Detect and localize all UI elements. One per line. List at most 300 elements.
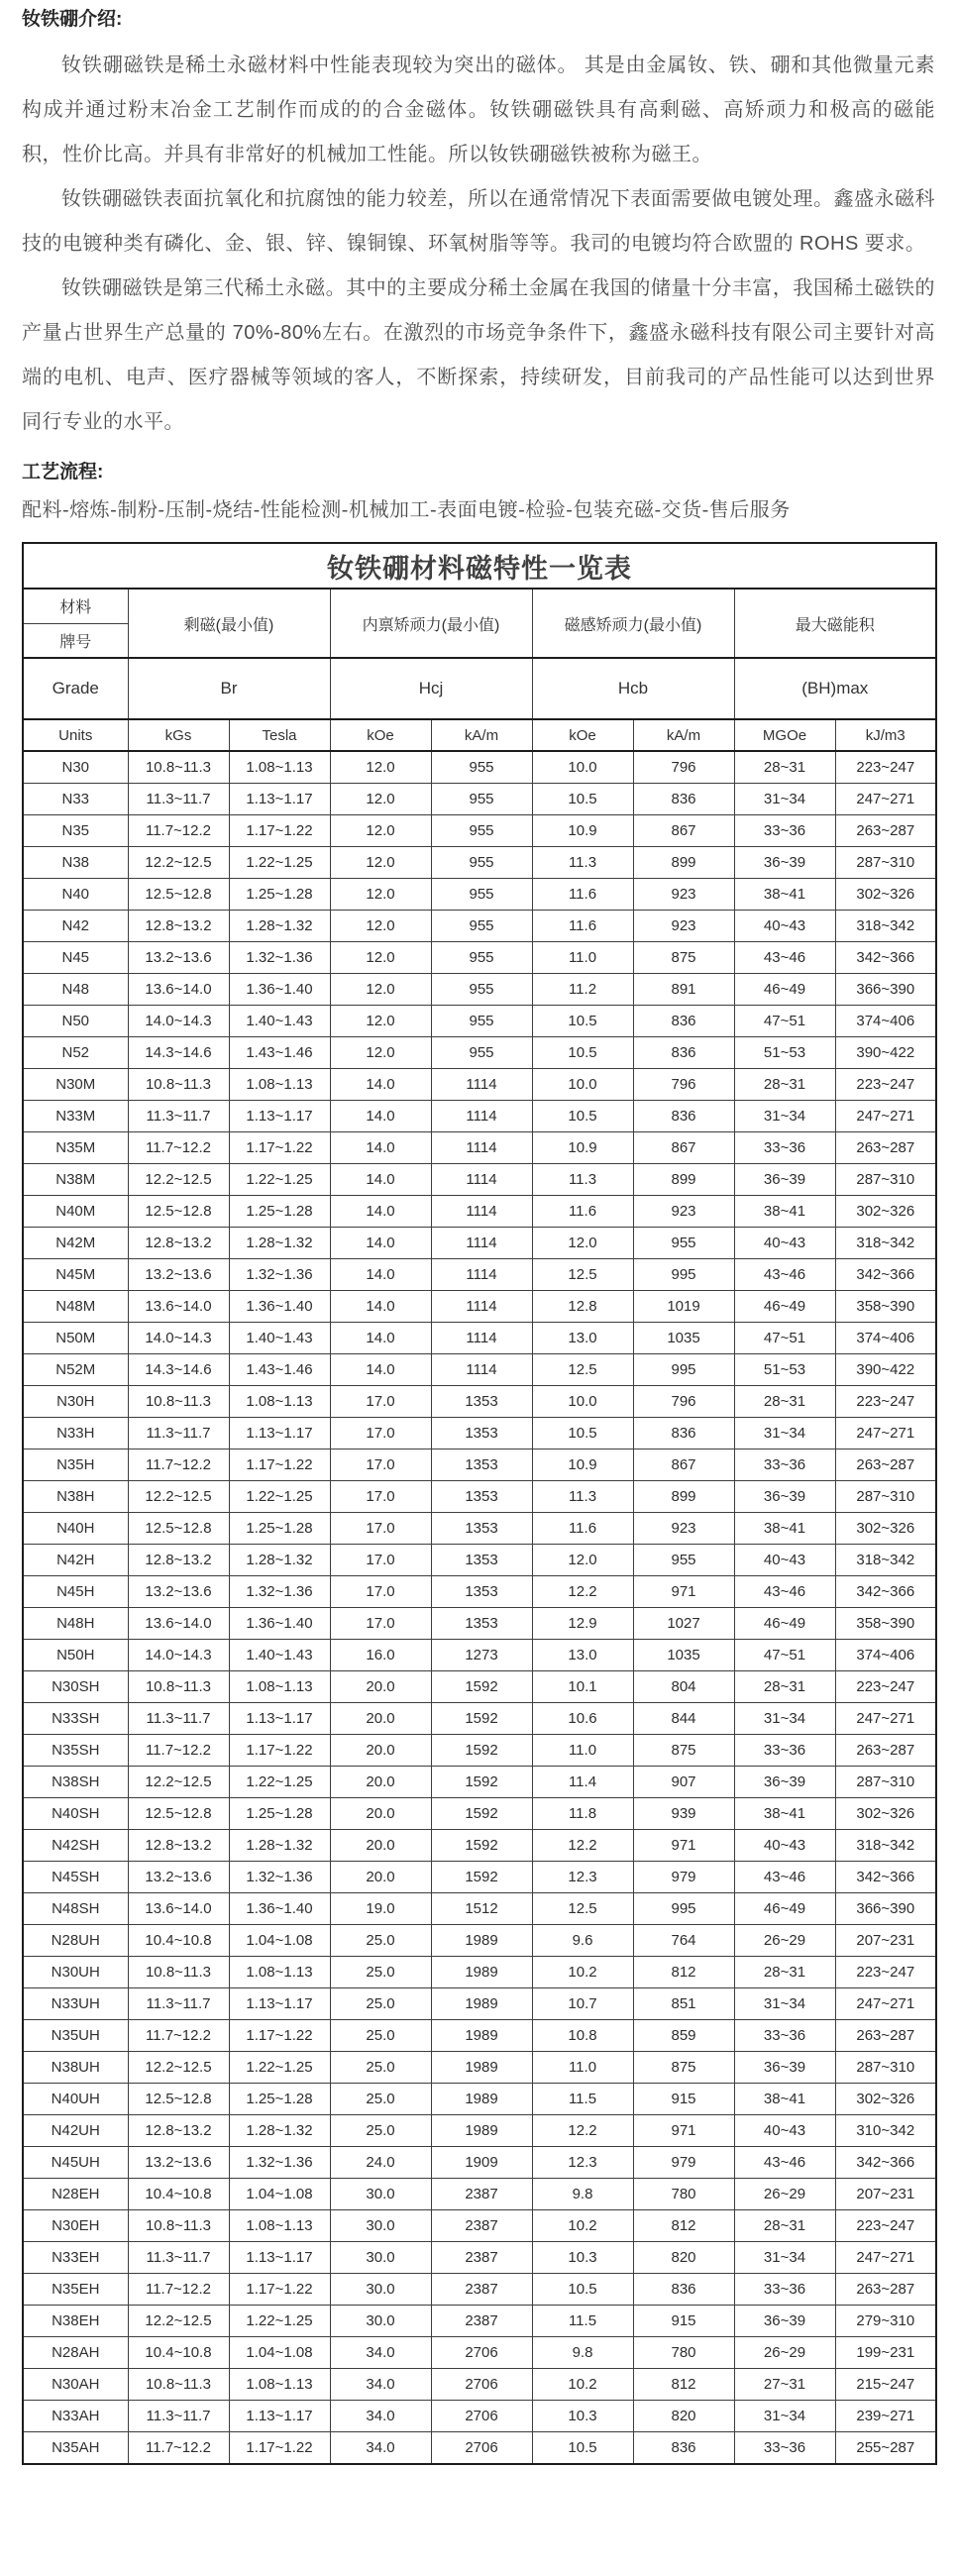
table-row [23, 1735, 936, 1767]
grade-cell: N33UH [23, 1988, 128, 2020]
value-cell: 867 [633, 1449, 734, 1481]
value-cell: 14.0 [330, 1132, 431, 1164]
table-row [23, 1164, 936, 1196]
value-cell: 955 [431, 815, 532, 847]
value-cell: 12.3 [532, 2147, 633, 2179]
value-cell: 1.43~1.46 [229, 1354, 330, 1386]
table-row [23, 1069, 936, 1101]
value-cell: 207~231 [835, 2179, 936, 2210]
value-cell: 302~326 [835, 2084, 936, 2115]
table-row [23, 1545, 936, 1576]
grade-cell: N33AH [23, 2401, 128, 2432]
value-cell: 1.25~1.28 [229, 1196, 330, 1228]
value-cell: 11.3~11.7 [128, 1988, 229, 2020]
value-cell: 1353 [431, 1576, 532, 1608]
unit-koe-hcb: kOe [532, 719, 633, 751]
value-cell: 820 [633, 2401, 734, 2432]
value-cell: 11.7~12.2 [128, 1132, 229, 1164]
value-cell: 36~39 [734, 2052, 835, 2084]
value-cell: 33~36 [734, 1735, 835, 1767]
value-cell: 25.0 [330, 2020, 431, 2052]
value-cell: 955 [431, 942, 532, 974]
value-cell: 1114 [431, 1196, 532, 1228]
value-cell: 1.13~1.17 [229, 2242, 330, 2274]
table-row [23, 1323, 936, 1354]
value-cell: 1.13~1.17 [229, 1988, 330, 2020]
value-cell: 33~36 [734, 1449, 835, 1481]
value-cell: 836 [633, 1418, 734, 1449]
value-cell: 28~31 [734, 1957, 835, 1988]
value-cell: 13.2~13.6 [128, 1862, 229, 1893]
value-cell: 239~271 [835, 2401, 936, 2432]
value-cell: 33~36 [734, 2274, 835, 2306]
table-row [23, 751, 936, 784]
value-cell: 14.0 [330, 1069, 431, 1101]
value-cell: 1.32~1.36 [229, 1259, 330, 1291]
value-cell: 1.36~1.40 [229, 1608, 330, 1640]
grade-cell: N48 [23, 974, 128, 1006]
grade-cell: N33H [23, 1418, 128, 1449]
value-cell: 287~310 [835, 1164, 936, 1196]
value-cell: 1.08~1.13 [229, 1671, 330, 1703]
value-cell: 12.5 [532, 1893, 633, 1925]
value-cell: 1592 [431, 1798, 532, 1830]
value-cell: 26~29 [734, 2337, 835, 2369]
value-cell: 1.13~1.17 [229, 784, 330, 815]
value-cell: 342~366 [835, 942, 936, 974]
value-cell: 12.3 [532, 1862, 633, 1893]
table-row [23, 1259, 936, 1291]
value-cell: 1.17~1.22 [229, 1735, 330, 1767]
table-row [23, 2306, 936, 2337]
value-cell: 13.6~14.0 [128, 1608, 229, 1640]
value-cell: 1989 [431, 2115, 532, 2147]
group-header-coercivity: 磁感矫顽力(最小值) [532, 589, 734, 658]
value-cell: 12.9 [532, 1608, 633, 1640]
value-cell: 780 [633, 2179, 734, 2210]
grade-cell: N50H [23, 1640, 128, 1671]
value-cell: 12.0 [330, 911, 431, 942]
grade-cell: N40 [23, 879, 128, 911]
material-grade-header [23, 589, 128, 658]
value-cell: 10.8~11.3 [128, 2210, 229, 2242]
value-cell: 12.0 [330, 751, 431, 784]
value-cell: 1592 [431, 1767, 532, 1798]
value-cell: 10.8~11.3 [128, 751, 229, 784]
value-cell: 43~46 [734, 1576, 835, 1608]
value-cell: 12.0 [330, 784, 431, 815]
value-cell: 1512 [431, 1893, 532, 1925]
value-cell: 43~46 [734, 1862, 835, 1893]
value-cell: 10.2 [532, 2369, 633, 2401]
value-cell: 11.0 [532, 942, 633, 974]
value-cell: 318~342 [835, 911, 936, 942]
value-cell: 287~310 [835, 2052, 936, 2084]
value-cell: 24.0 [330, 2147, 431, 2179]
value-cell: 11.6 [532, 911, 633, 942]
table-row [23, 974, 936, 1006]
value-cell: 1.17~1.22 [229, 1449, 330, 1481]
value-cell: 1.22~1.25 [229, 2052, 330, 2084]
value-cell: 17.0 [330, 1513, 431, 1545]
value-cell: 36~39 [734, 2306, 835, 2337]
value-cell: 971 [633, 2115, 734, 2147]
value-cell: 955 [431, 879, 532, 911]
table-row [23, 2432, 936, 2465]
grade-cell: N33SH [23, 1703, 128, 1735]
table-row [23, 2274, 936, 2306]
grade-cell: N38H [23, 1481, 128, 1513]
unit-kam-hcb: kA/m [633, 719, 734, 751]
value-cell: 31~34 [734, 1988, 835, 2020]
grade-cell: N28AH [23, 2337, 128, 2369]
value-cell: 11.3~11.7 [128, 1703, 229, 1735]
value-cell: 1353 [431, 1608, 532, 1640]
value-cell: 1592 [431, 1671, 532, 1703]
unit-tesla: Tesla [229, 719, 330, 751]
value-cell: 12.8~13.2 [128, 1545, 229, 1576]
material-label: 材料 [24, 590, 128, 624]
value-cell: 27~31 [734, 2369, 835, 2401]
value-cell: 1114 [431, 1259, 532, 1291]
value-cell: 10.8 [532, 2020, 633, 2052]
value-cell: 10.8~11.3 [128, 1671, 229, 1703]
value-cell: 46~49 [734, 974, 835, 1006]
value-cell: 287~310 [835, 1767, 936, 1798]
value-cell: 12.8~13.2 [128, 2115, 229, 2147]
grade-cell: N35UH [23, 2020, 128, 2052]
value-cell: 30.0 [330, 2179, 431, 2210]
value-cell: 10.9 [532, 815, 633, 847]
value-cell: 2706 [431, 2369, 532, 2401]
value-cell: 1353 [431, 1418, 532, 1449]
table-row [23, 2084, 936, 2115]
value-cell: 12.5~12.8 [128, 1196, 229, 1228]
value-cell: 11.6 [532, 1196, 633, 1228]
value-cell: 20.0 [330, 1862, 431, 1893]
value-cell: 11.5 [532, 2306, 633, 2337]
value-cell: 38~41 [734, 1798, 835, 1830]
value-cell: 1035 [633, 1323, 734, 1354]
value-cell: 2706 [431, 2337, 532, 2369]
table-row [23, 1957, 936, 1988]
value-cell: 10.8~11.3 [128, 1069, 229, 1101]
grade-cell: N50M [23, 1323, 128, 1354]
value-cell: 10.6 [532, 1703, 633, 1735]
value-cell: 19.0 [330, 1893, 431, 1925]
value-cell: 318~342 [835, 1545, 936, 1576]
value-cell: 11.4 [532, 1767, 633, 1798]
value-cell: 247~271 [835, 1703, 936, 1735]
value-cell: 10.4~10.8 [128, 2337, 229, 2369]
value-cell: 12.5~12.8 [128, 2084, 229, 2115]
value-cell: 28~31 [734, 1671, 835, 1703]
value-cell: 1.17~1.22 [229, 2432, 330, 2465]
table-title-row [23, 543, 936, 589]
grade-cell: N42M [23, 1228, 128, 1259]
value-cell: 979 [633, 1862, 734, 1893]
value-cell: 318~342 [835, 1830, 936, 1862]
value-cell: 812 [633, 2369, 734, 2401]
symbol-bhmax: (BH)max [734, 658, 936, 719]
value-cell: 14.3~14.6 [128, 1037, 229, 1069]
value-cell: 1019 [633, 1291, 734, 1323]
value-cell: 1.13~1.17 [229, 1418, 330, 1449]
grade-cell: N30 [23, 751, 128, 784]
table-row [23, 911, 936, 942]
value-cell: 1114 [431, 1164, 532, 1196]
group-header-intrinsic-coercivity: 内禀矫顽力(最小值) [330, 589, 532, 658]
value-cell: 247~271 [835, 784, 936, 815]
value-cell: 1.32~1.36 [229, 2147, 330, 2179]
grade-cell: N40SH [23, 1798, 128, 1830]
value-cell: 2387 [431, 2274, 532, 2306]
value-cell: 1.17~1.22 [229, 1132, 330, 1164]
value-cell: 223~247 [835, 1671, 936, 1703]
table-row [23, 1893, 936, 1925]
value-cell: 2387 [431, 2306, 532, 2337]
value-cell: 812 [633, 1957, 734, 1988]
value-cell: 12.8 [532, 1291, 633, 1323]
table-row [23, 1608, 936, 1640]
group-header-remanence: 剩磁(最小值) [128, 589, 330, 658]
table-row [23, 879, 936, 911]
value-cell: 13.6~14.0 [128, 1291, 229, 1323]
value-cell: 33~36 [734, 2020, 835, 2052]
value-cell: 11.3~11.7 [128, 784, 229, 815]
value-cell: 1273 [431, 1640, 532, 1671]
value-cell: 263~287 [835, 815, 936, 847]
value-cell: 923 [633, 1196, 734, 1228]
value-cell: 36~39 [734, 847, 835, 879]
value-cell: 9.8 [532, 2179, 633, 2210]
value-cell: 1353 [431, 1481, 532, 1513]
value-cell: 11.3~11.7 [128, 1418, 229, 1449]
value-cell: 10.2 [532, 1957, 633, 1988]
value-cell: 40~43 [734, 2115, 835, 2147]
value-cell: 1.08~1.13 [229, 751, 330, 784]
value-cell: 12.2~12.5 [128, 2306, 229, 2337]
value-cell: 30.0 [330, 2210, 431, 2242]
value-cell: 12.2~12.5 [128, 1481, 229, 1513]
value-cell: 10.8~11.3 [128, 2369, 229, 2401]
value-cell: 1.25~1.28 [229, 879, 330, 911]
value-cell: 2387 [431, 2242, 532, 2274]
grade-cell: N33M [23, 1101, 128, 1132]
value-cell: 30.0 [330, 2242, 431, 2274]
table-row [23, 942, 936, 974]
value-cell: 263~287 [835, 1449, 936, 1481]
value-cell: 16.0 [330, 1640, 431, 1671]
value-cell: 995 [633, 1354, 734, 1386]
value-cell: 390~422 [835, 1354, 936, 1386]
value-cell: 995 [633, 1259, 734, 1291]
value-cell: 10.0 [532, 751, 633, 784]
grade-cell: N30SH [23, 1671, 128, 1703]
value-cell: 36~39 [734, 1164, 835, 1196]
value-cell: 46~49 [734, 1291, 835, 1323]
value-cell: 38~41 [734, 1513, 835, 1545]
intro-heading: 钕铁硼介绍: [22, 9, 123, 30]
value-cell: 14.3~14.6 [128, 1354, 229, 1386]
value-cell: 796 [633, 1386, 734, 1418]
value-cell: 915 [633, 2084, 734, 2115]
grade-cell: N35EH [23, 2274, 128, 2306]
value-cell: 10.5 [532, 1037, 633, 1069]
value-cell: 28~31 [734, 751, 835, 784]
unit-kam-hcj: kA/m [431, 719, 532, 751]
grade-cell: N40UH [23, 2084, 128, 2115]
value-cell: 979 [633, 2147, 734, 2179]
value-cell: 1.22~1.25 [229, 1767, 330, 1798]
value-cell: 342~366 [835, 2147, 936, 2179]
grade-cell: N52M [23, 1354, 128, 1386]
symbol-br: Br [128, 658, 330, 719]
value-cell: 1592 [431, 1862, 532, 1893]
table-row [23, 1925, 936, 1957]
value-cell: 255~287 [835, 2432, 936, 2465]
value-cell: 12.2~12.5 [128, 1767, 229, 1798]
grade-cell: N38SH [23, 1767, 128, 1798]
value-cell: 1.40~1.43 [229, 1640, 330, 1671]
table-row [23, 1132, 936, 1164]
value-cell: 836 [633, 2274, 734, 2306]
value-cell: 31~34 [734, 1101, 835, 1132]
grade-cell: N28EH [23, 2179, 128, 2210]
value-cell: 34.0 [330, 2401, 431, 2432]
value-cell: 51~53 [734, 1354, 835, 1386]
grade-cell: N33 [23, 784, 128, 815]
value-cell: 12.5 [532, 1354, 633, 1386]
value-cell: 12.5~12.8 [128, 1798, 229, 1830]
value-cell: 40~43 [734, 911, 835, 942]
value-cell: 1.43~1.46 [229, 1037, 330, 1069]
table-title: 钕铁硼材料磁特性一览表 [23, 543, 936, 589]
process-heading: 工艺流程: [22, 462, 104, 483]
value-cell: 28~31 [734, 1069, 835, 1101]
value-cell: 995 [633, 1893, 734, 1925]
value-cell: 836 [633, 1037, 734, 1069]
table-row [23, 1354, 936, 1386]
unit-kjm3: kJ/m3 [835, 719, 936, 751]
value-cell: 899 [633, 847, 734, 879]
value-cell: 20.0 [330, 1798, 431, 1830]
value-cell: 12.8~13.2 [128, 1830, 229, 1862]
grade-cell: N42SH [23, 1830, 128, 1862]
value-cell: 1.32~1.36 [229, 942, 330, 974]
grade-cell: N52 [23, 1037, 128, 1069]
value-cell: 20.0 [330, 1735, 431, 1767]
group-header-energy-product: 最大磁能积 [734, 589, 936, 658]
process-flow: 配料-熔炼-制粉-压制-烧结-性能检测-机械加工-表面电镀-检验-包装充磁-交货-售后服务 [22, 499, 791, 521]
value-cell: 279~310 [835, 2306, 936, 2337]
value-cell: 1.08~1.13 [229, 1386, 330, 1418]
grade-cell: N48H [23, 1608, 128, 1640]
value-cell: 31~34 [734, 2401, 835, 2432]
table-body [23, 751, 936, 2464]
value-cell: 12.0 [532, 1228, 633, 1259]
value-cell: 13.6~14.0 [128, 1893, 229, 1925]
value-cell: 14.0 [330, 1323, 431, 1354]
value-cell: 1989 [431, 2052, 532, 2084]
value-cell: 247~271 [835, 1988, 936, 2020]
value-cell: 374~406 [835, 1323, 936, 1354]
value-cell: 971 [633, 1576, 734, 1608]
value-cell: 1.13~1.17 [229, 1703, 330, 1735]
value-cell: 1.25~1.28 [229, 2084, 330, 2115]
table-row [23, 1418, 936, 1449]
value-cell: 43~46 [734, 942, 835, 974]
value-cell: 374~406 [835, 1640, 936, 1671]
value-cell: 11.7~12.2 [128, 1735, 229, 1767]
value-cell: 1114 [431, 1132, 532, 1164]
value-cell: 891 [633, 974, 734, 1006]
grade-cell: N45H [23, 1576, 128, 1608]
value-cell: 12.0 [330, 1037, 431, 1069]
value-cell: 780 [633, 2337, 734, 2369]
value-cell: 2387 [431, 2179, 532, 2210]
value-cell: 9.8 [532, 2337, 633, 2369]
table-row [23, 815, 936, 847]
value-cell: 10.1 [532, 1671, 633, 1703]
value-cell: 1035 [633, 1640, 734, 1671]
table-row [23, 1988, 936, 2020]
table-row [23, 2401, 936, 2432]
intro-paragraph-1: 钕铁硼磁铁是稀土永磁材料中性能表现较为突出的磁体。 其是由金属钕、铁、硼和其他微量元素构成并通过粉末冶金工艺制作而成的的合金磁体。钕铁硼磁铁具有高剩磁、高矫顽力和极高的磁能积，性价比高。并具有非常好的机械加工性能。所以钕铁硼磁铁被称为磁王。 [22, 54, 935, 165]
value-cell: 1.25~1.28 [229, 1513, 330, 1545]
value-cell: 20.0 [330, 1703, 431, 1735]
value-cell: 17.0 [330, 1608, 431, 1640]
table-group-header-row [23, 589, 936, 658]
value-cell: 40~43 [734, 1830, 835, 1862]
value-cell: 302~326 [835, 1798, 936, 1830]
value-cell: 1027 [633, 1608, 734, 1640]
grade-cell: N42H [23, 1545, 128, 1576]
value-cell: 358~390 [835, 1608, 936, 1640]
value-cell: 955 [431, 974, 532, 1006]
value-cell: 263~287 [835, 1735, 936, 1767]
value-cell: 223~247 [835, 1069, 936, 1101]
value-cell: 366~390 [835, 1893, 936, 1925]
value-cell: 51~53 [734, 1037, 835, 1069]
value-cell: 13.2~13.6 [128, 942, 229, 974]
value-cell: 1.17~1.22 [229, 815, 330, 847]
value-cell: 11.7~12.2 [128, 2020, 229, 2052]
value-cell: 1989 [431, 1957, 532, 1988]
value-cell: 1.22~1.25 [229, 1164, 330, 1196]
value-cell: 11.8 [532, 1798, 633, 1830]
value-cell: 17.0 [330, 1418, 431, 1449]
value-cell: 223~247 [835, 1957, 936, 1988]
value-cell: 764 [633, 1925, 734, 1957]
value-cell: 33~36 [734, 815, 835, 847]
intro-paragraph-2: 钕铁硼磁铁表面抗氧化和抗腐蚀的能力较差，所以在通常情况下表面需要做电镀处理。鑫盛永磁科技的电镀种类有磷化、金、银、锌、镍铜镍、环氧树脂等等。我司的电镀均符合欧盟的 ROHS 要求。 [22, 188, 935, 255]
grade-cell: N30UH [23, 1957, 128, 1988]
value-cell: 33~36 [734, 2432, 835, 2465]
table-row [23, 2020, 936, 2052]
value-cell: 12.0 [330, 942, 431, 974]
value-cell: 12.5 [532, 1259, 633, 1291]
value-cell: 12.2~12.5 [128, 2052, 229, 2084]
value-cell: 1.32~1.36 [229, 1862, 330, 1893]
value-cell: 836 [633, 784, 734, 815]
grade-cell: N33EH [23, 2242, 128, 2274]
value-cell: 13.2~13.6 [128, 1259, 229, 1291]
value-cell: 25.0 [330, 1988, 431, 2020]
value-cell: 17.0 [330, 1545, 431, 1576]
value-cell: 263~287 [835, 1132, 936, 1164]
value-cell: 836 [633, 1006, 734, 1037]
